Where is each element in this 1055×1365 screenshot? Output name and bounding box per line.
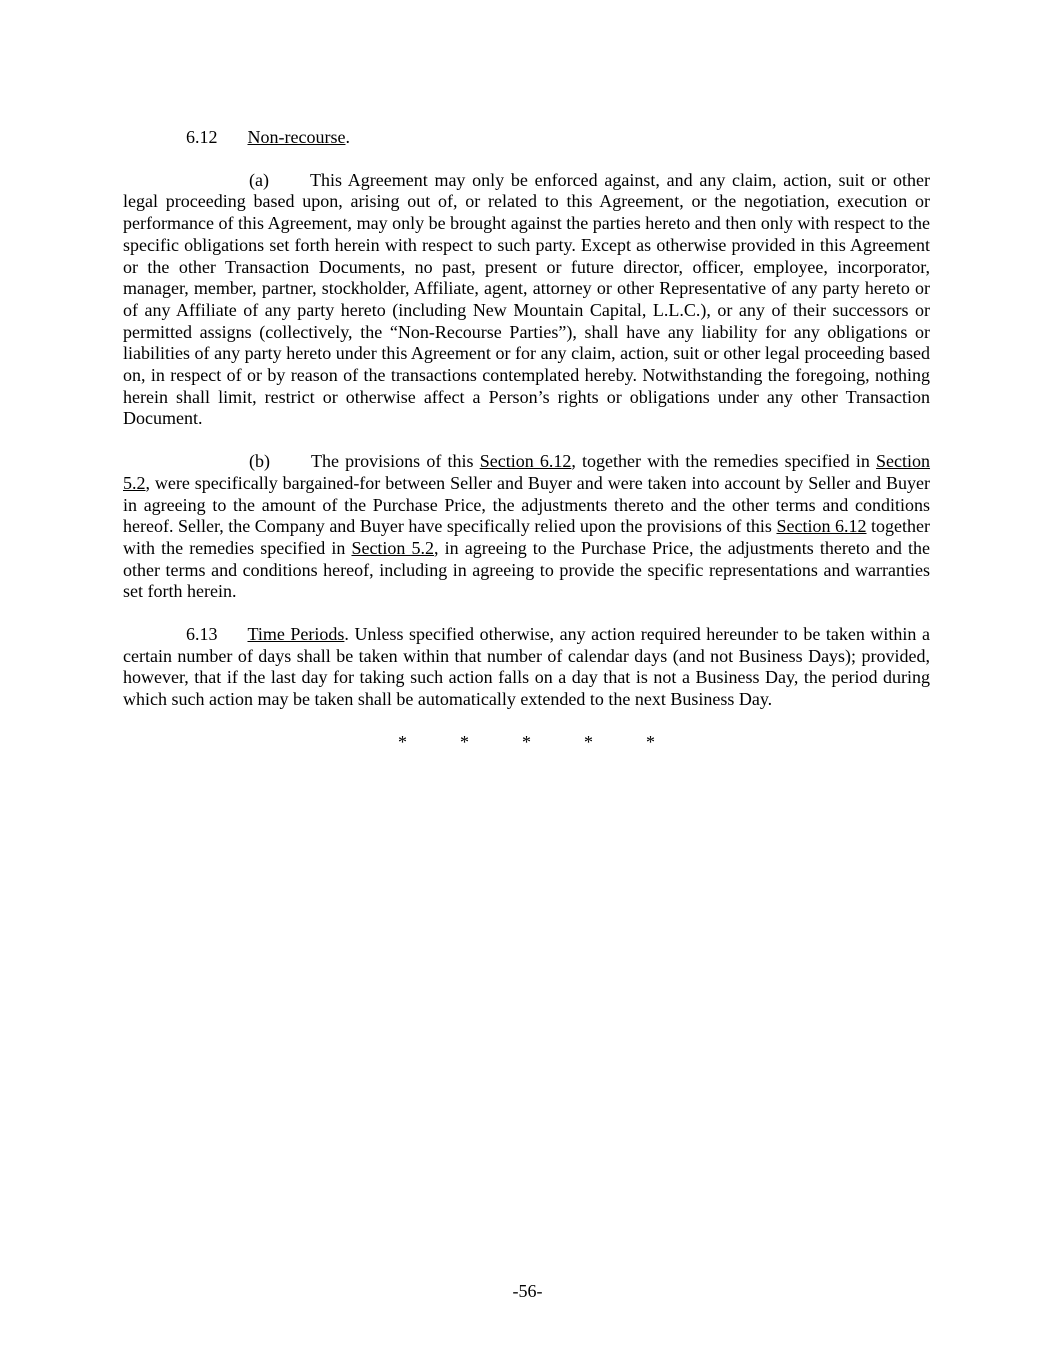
asterisk: * [398, 731, 407, 752]
document-body [123, 127, 930, 754]
asterisk: * [460, 731, 469, 752]
section-paragraph-6-13: 6.13 Time Periods. Unless specified otherwise, any action required hereunder to be taken within a certain number of days shall be taken within that number of calendar days (and not Business Days); provided, however, that if the last day for taking such action falls on a day that is not a Business Day, the period during which such action may be taken shall be automatically extended to the next Business Day. [123, 624, 930, 710]
page-number: -56- [512, 1281, 543, 1301]
asterisk: * [646, 731, 655, 752]
paragraph-6-12-a: (a) This Agreement may only be enforced against, and any claim, action, suit or other legal proceeding based upon, arising out of, or related to this Agreement, or the negotiation, execution or performance of this Agreement, may only be brought against the parties hereto and then only with respect to the specific obligations set forth herein with respect to such party. Except as otherwise provided in this Agreement or the other Transaction Documents, no past, present or future director, officer, employee, incorporator, manager, member, partner, stockholder, Affiliate, agent, attorney or other Representative of any party hereto or of any Affiliate of any party hereto (including New Mountain Capital, L.L.C.), or any of their successors or permitted assigns (collectively, the “Non-Recourse Parties”), shall have any liability for any obligations or liabilities of any party hereto under this Agreement or for any claim, action, suit or other legal proceeding based on, in respect of or by reason of the transactions contemplated hereby. Notwithstanding the foregoing, nothing herein shall limit, restrict or otherwise affect a Person’s rights or obligations under any other Transaction Document. [123, 169, 930, 429]
section-separator-asterisks [123, 732, 930, 754]
section-heading-6-12: 6.12 Non-recourse. [186, 127, 350, 147]
asterisk: * [584, 731, 593, 752]
paragraph-6-12-b: (b) The provisions of this Section 6.12, together with the remedies specified in Section 5.2, were specifically bargained-for between Seller and Buyer and were taken into account by Seller and Buyer in agreeing to the amount of the Purchase Price, the adjustments thereto and the other terms and conditions hereof. Seller, the Company and Buyer have specifically relied upon the provisions of this Section 6.12 together with the remedies specified in Section 5.2, in agreeing to the Purchase Price, the adjustments thereto and the other terms and conditions hereof, including in agreeing to provide the specific representations and warranties set forth herein. [123, 451, 931, 602]
asterisk: * [522, 731, 531, 752]
